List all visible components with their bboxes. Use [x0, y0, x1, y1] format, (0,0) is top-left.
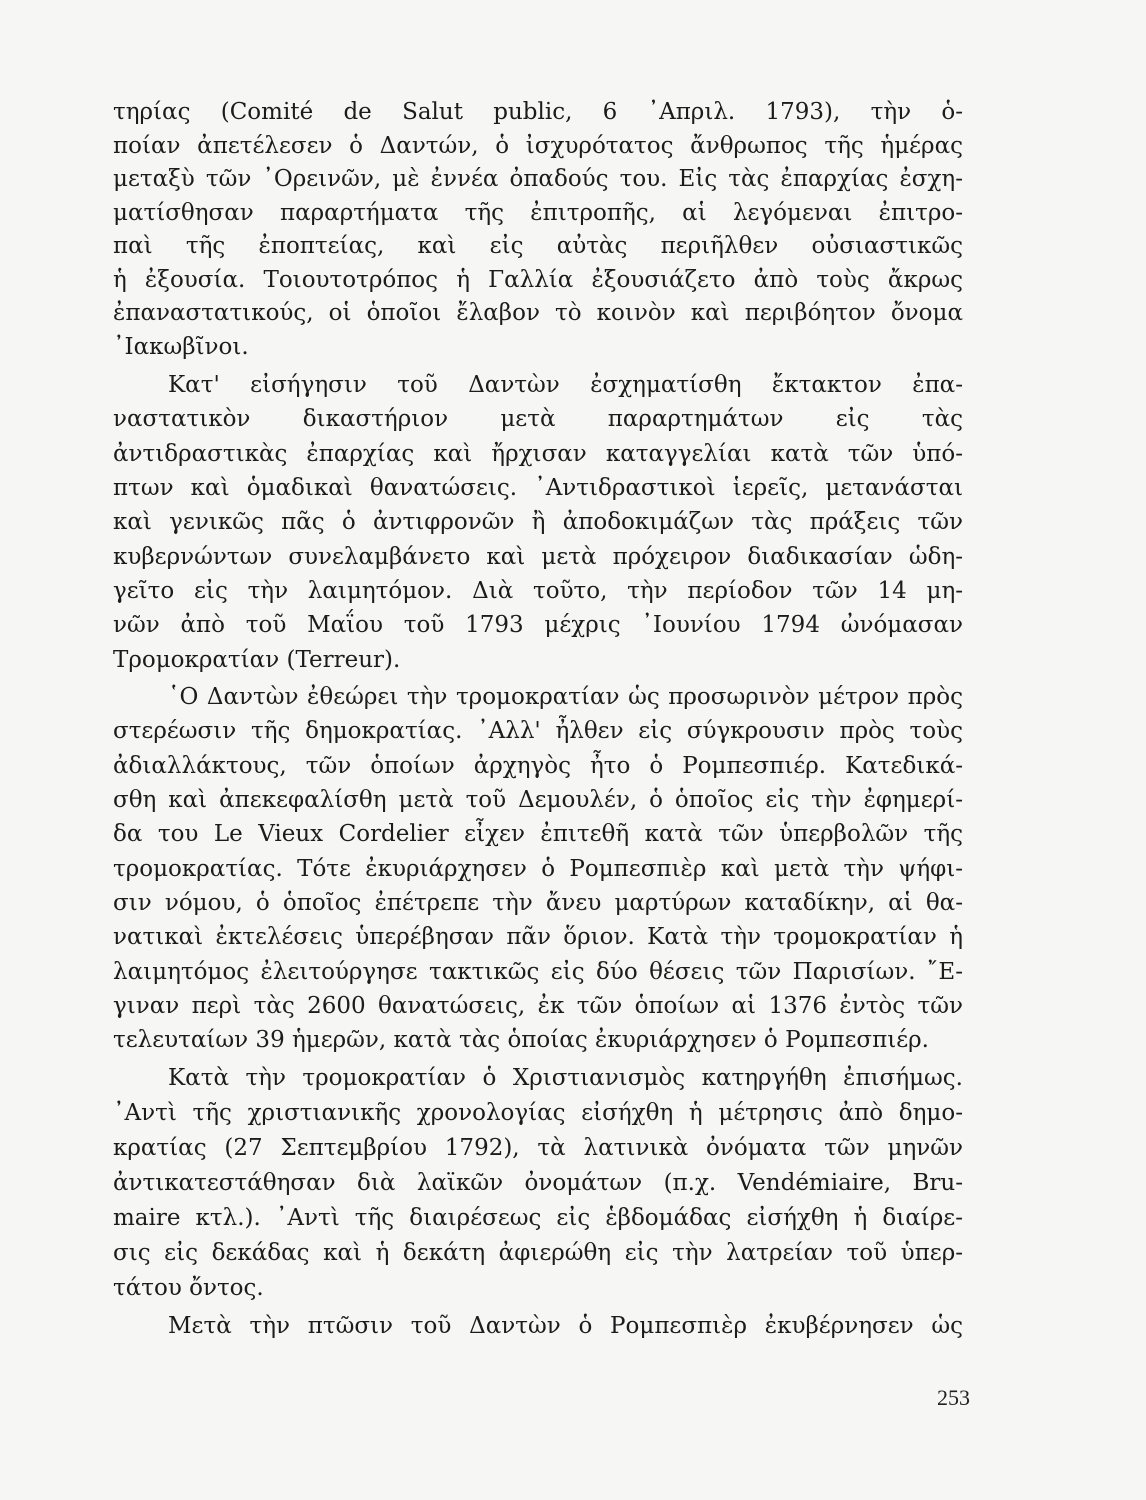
text-line: στερέωσιν τῆς δημοκρατίας. ᾿Αλλ' ἦλθεν εἰς σύγκρουσιν πρὸς τοὺς	[113, 718, 963, 744]
text-line: ᾿Αντὶ τῆς χριστιανικῆς χρονολογίας εἰσήχθη ἡ μέτρησις ἀπὸ δημο-	[113, 1100, 963, 1126]
text-line: τελευταίων 39 ἡμερῶν, κατὰ τὰς ὁποίας ἐκυριάρχησεν ὁ Ρομπεσπιέρ.	[113, 1027, 929, 1053]
paragraph-first-line: Μετὰ τὴν πτῶσιν τοῦ Δαντὼν ὁ Ρομπεσπιὲρ ἐκυβέρνησεν ὡς	[168, 1313, 963, 1339]
text-line: μεταξὺ τῶν ᾿Ορεινῶν, μὲ ἐννέα ὀπαδούς του. Εἰς τὰς ἐπαρχίας ἐσχη-	[113, 166, 963, 192]
text-line: γιναν περὶ τὰς 2600 θανατώσεις, ἐκ τῶν ὁποίων αἱ 1376 ἐντὸς τῶν	[113, 993, 963, 1019]
text-line: ματίσθησαν παραρτήματα τῆς ἐπιτροπῆς, αἱ λεγόμεναι ἐπιτρο-	[113, 200, 963, 226]
text-line: ᾿Ιακωβῖνοι.	[113, 334, 249, 360]
text-line: ναστατικὸν δικαστήριον μετὰ παραρτημάτων εἰς τὰς	[113, 406, 963, 432]
text-line: δα του Le Vieux Cordelier εἶχεν ἐπιτεθῆ κατὰ τῶν ὑπερβολῶν τῆς	[113, 821, 963, 847]
text-line: σθη καὶ ἀπεκεφαλίσθη μετὰ τοῦ Δεμουλέν, ὁ ὁποῖος εἰς τὴν ἐφημερί-	[113, 787, 963, 813]
text-line: νατικαὶ ἐκτελέσεις ὑπερέβησαν πᾶν ὅριον. Κατὰ τὴν τρομοκρατίαν ἡ	[113, 924, 963, 950]
text-line: ἀντιδραστικὰς ἐπαρχίας καὶ ἤρχισαν καταγγελίαι κατὰ τῶν ὑπό-	[113, 441, 963, 467]
page-number: 253	[937, 1385, 970, 1410]
paragraph-first-line: ῾Ο Δαντὼν ἐθεώρει τὴν τρομοκρατίαν ὡς προσωρινὸν μέτρον πρὸς	[168, 684, 963, 710]
text-line: τάτου ὄντος.	[113, 1275, 264, 1301]
text-line: καὶ γενικῶς πᾶς ὁ ἀντιφρονῶν ἢ ἀποδοκιμάζων τὰς πράξεις τῶν	[113, 509, 963, 535]
text-line: λαιμητόμος ἐλειτούργησε τακτικῶς εἰς δύο θέσεις τῶν Παρισίων. ῎Ε-	[113, 959, 963, 985]
text-line: κρατίας (27 Σεπτεμβρίου 1792), τὰ λατινικὰ ὀνόματα τῶν μηνῶν	[113, 1135, 963, 1161]
text-line: ἀδιαλλάκτους, τῶν ὁποίων ἀρχηγὸς ἦτο ὁ Ρομπεσπιέρ. Κατεδικά-	[113, 753, 963, 779]
paragraph-first-line: Κατ' εἰσήγησιν τοῦ Δαντὼν ἐσχηματίσθη ἔκτακτον ἐπα-	[168, 372, 963, 398]
text-line: κυβερνώντων συνελαμβάνετο καὶ μετὰ πρόχειρον διαδικασίαν ὡδη-	[113, 544, 963, 570]
text-line: maire κτλ.). ᾿Αντὶ τῆς διαιρέσεως εἰς ἑβδομάδας εἰσήχθη ἡ διαίρε-	[113, 1205, 963, 1231]
text-line: ἀντικατεστάθησαν διὰ λαϊκῶν ὀνομάτων (π.χ. Vendémiaire, Bru-	[113, 1170, 963, 1196]
text-line: σιν νόμου, ὁ ὁποῖος ἐπέτρεπε τὴν ἄνευ μαρτύρων καταδίκην, αἱ θα-	[113, 890, 963, 916]
text-line: νῶν ἀπὸ τοῦ Μαΐου τοῦ 1793 μέχρις ᾿Ιουνίου 1794 ὠνόμασαν	[113, 612, 963, 638]
text-line: γεῖτο εἰς τὴν λαιμητόμον. Διὰ τοῦτο, τὴν περίοδον τῶν 14 μη-	[113, 578, 963, 604]
text-line: πτων καὶ ὁμαδικαὶ θανατώσεις. ᾿Αντιδραστικοὶ ἱερεῖς, μετανάσται	[113, 475, 963, 501]
text-line: Τρομοκρατίαν (Terreur).	[113, 647, 401, 673]
text-line: ποίαν ἀπετέλεσεν ὁ Δαντών, ὁ ἰσχυρότατος ἄνθρωπος τῆς ἡμέρας	[113, 133, 963, 159]
paragraph-first-line: Κατὰ τὴν τρομοκρατίαν ὁ Χριστιανισμὸς κατηργήθη ἐπισήμως.	[168, 1065, 963, 1091]
text-line: ἐπαναστατικούς, οἱ ὁποῖοι ἔλαβον τὸ κοινὸν καὶ περιβόητον ὄνομα	[113, 300, 963, 326]
text-line: παὶ τῆς ἐποπτείας, καὶ εἰς αὐτὰς περιῆλθεν οὐσιαστικῶς	[113, 233, 963, 259]
text-line: τηρίας (Comité de Salut public, 6 ᾿Απριλ. 1793), τὴν ὁ-	[113, 99, 963, 125]
text-line: τρομοκρατίας. Τότε ἐκυριάρχησεν ὁ Ρομπεσπιὲρ καὶ μετὰ τὴν ψήφι-	[113, 856, 963, 882]
text-line: σις εἰς δεκάδας καὶ ἡ δεκάτη ἀφιερώθη εἰς τὴν λατρείαν τοῦ ὑπερ-	[113, 1240, 963, 1266]
text-line: ἡ ἐξουσία. Τοιουτοτρόπος ἡ Γαλλία ἐξουσιάζετο ἀπὸ τοὺς ἄκρως	[113, 267, 963, 293]
